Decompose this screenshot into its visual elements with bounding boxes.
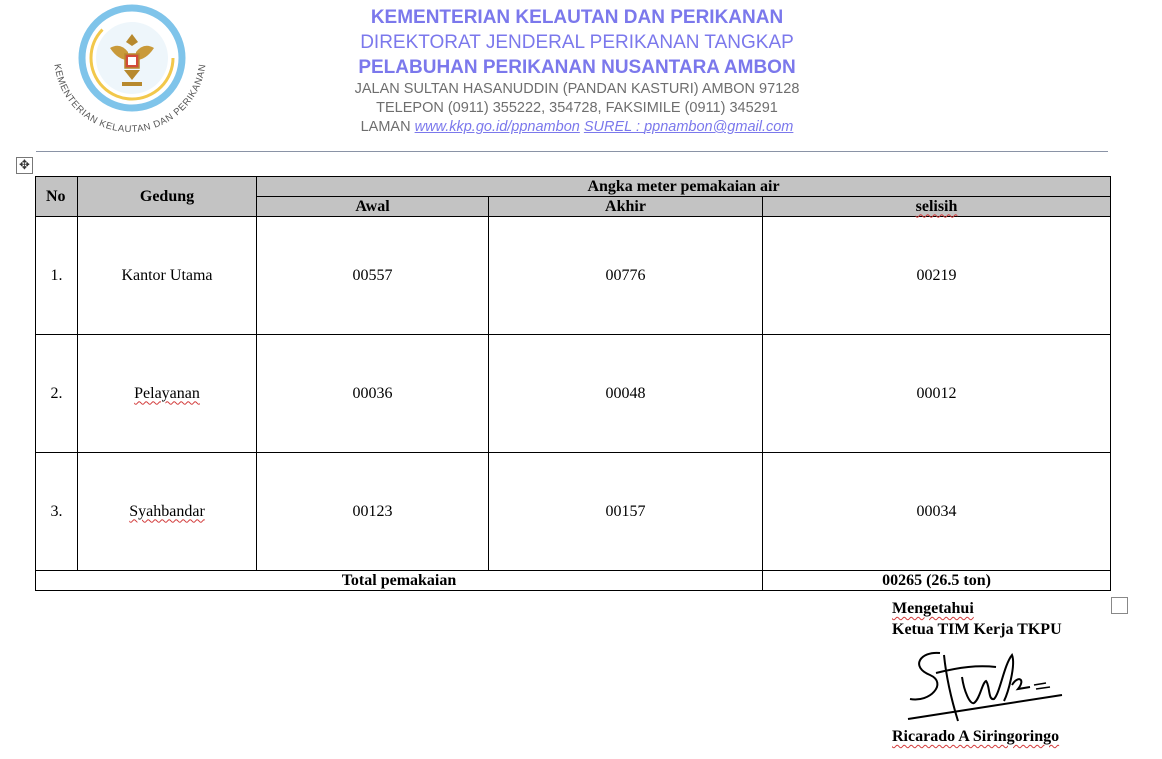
approval-block xyxy=(892,598,1062,640)
row-start: 00557 xyxy=(257,217,489,335)
header-meter-group xyxy=(257,177,1111,197)
table-row xyxy=(36,453,1111,571)
water-meter-table xyxy=(35,176,1111,591)
table-resize-handle[interactable] xyxy=(1111,597,1128,614)
email-address: ppnambon@gmail.com xyxy=(644,119,794,135)
row-diff: 00012 xyxy=(763,335,1111,453)
total-label-text: Total pemakaian xyxy=(341,571,457,589)
total-value: 00265 (26.5 ton) xyxy=(763,571,1111,591)
header-end: Akhir xyxy=(489,197,763,217)
row-no: 1. xyxy=(36,217,78,335)
address-line: JALAN SULTAN HASANUDDIN (PANDAN KASTURI) AMBON 97128 xyxy=(354,81,800,97)
approval-known-by: Mengetahui xyxy=(892,600,974,617)
row-start: 00123 xyxy=(257,453,489,571)
row-no: 2. xyxy=(36,335,78,453)
letterhead xyxy=(330,6,824,137)
total-row xyxy=(36,571,1111,591)
row-end: 00776 xyxy=(489,217,763,335)
ministry-name: KEMENTERIAN KELAUTAN DAN PERIKANAN xyxy=(370,7,784,28)
row-building xyxy=(78,453,257,571)
table-move-handle-icon[interactable]: ✥ xyxy=(16,157,33,174)
header-diff xyxy=(763,197,1111,217)
row-start: 00036 xyxy=(257,335,489,453)
total-label xyxy=(36,571,763,591)
website-link[interactable]: www.kkp.go.id/ppnambon xyxy=(414,119,580,135)
approval-title: Ketua TIM Kerja TKPU xyxy=(892,621,1062,638)
table-row xyxy=(36,217,1111,335)
row-building-label: Syahbandar xyxy=(129,502,205,520)
row-diff: 00034 xyxy=(763,453,1111,571)
phone-line: TELEPON (0911) 355222, 354728, FAKSIMILE (0911) 345291 xyxy=(376,100,778,116)
email-link[interactable] xyxy=(584,119,794,135)
signer-name: Ricarado A Siringoringo xyxy=(892,728,1060,745)
web-line xyxy=(330,118,824,137)
row-end: 00157 xyxy=(489,453,763,571)
row-building: Kantor Utama xyxy=(78,217,257,335)
header-divider xyxy=(36,151,1108,152)
ministry-logo xyxy=(44,4,216,138)
handwritten-signature-icon xyxy=(900,645,1070,727)
header-building: Gedung xyxy=(78,177,257,217)
table-row xyxy=(36,335,1111,453)
port-name: PELABUHAN PERIKANAN NUSANTARA AMBON xyxy=(358,57,796,78)
header-diff-label: selisih xyxy=(915,197,958,215)
row-building-label: Pelayanan xyxy=(134,384,200,402)
email-label: SUREL : xyxy=(583,119,641,135)
directorate-name: DIREKTORAT JENDERAL PERIKANAN TANGKAP xyxy=(360,32,794,53)
row-diff: 00219 xyxy=(763,217,1111,335)
row-building xyxy=(78,335,257,453)
header-start: Awal xyxy=(257,197,489,217)
web-label: LAMAN xyxy=(360,119,411,135)
logo-ring-text: KEMENTERIAN KELAUTAN DAN PERIKANAN xyxy=(51,63,209,136)
row-end: 00048 xyxy=(489,335,763,453)
header-meter-group-label: Angka meter pemakaian air xyxy=(587,177,780,195)
header-no: No xyxy=(36,177,78,217)
row-no: 3. xyxy=(36,453,78,571)
